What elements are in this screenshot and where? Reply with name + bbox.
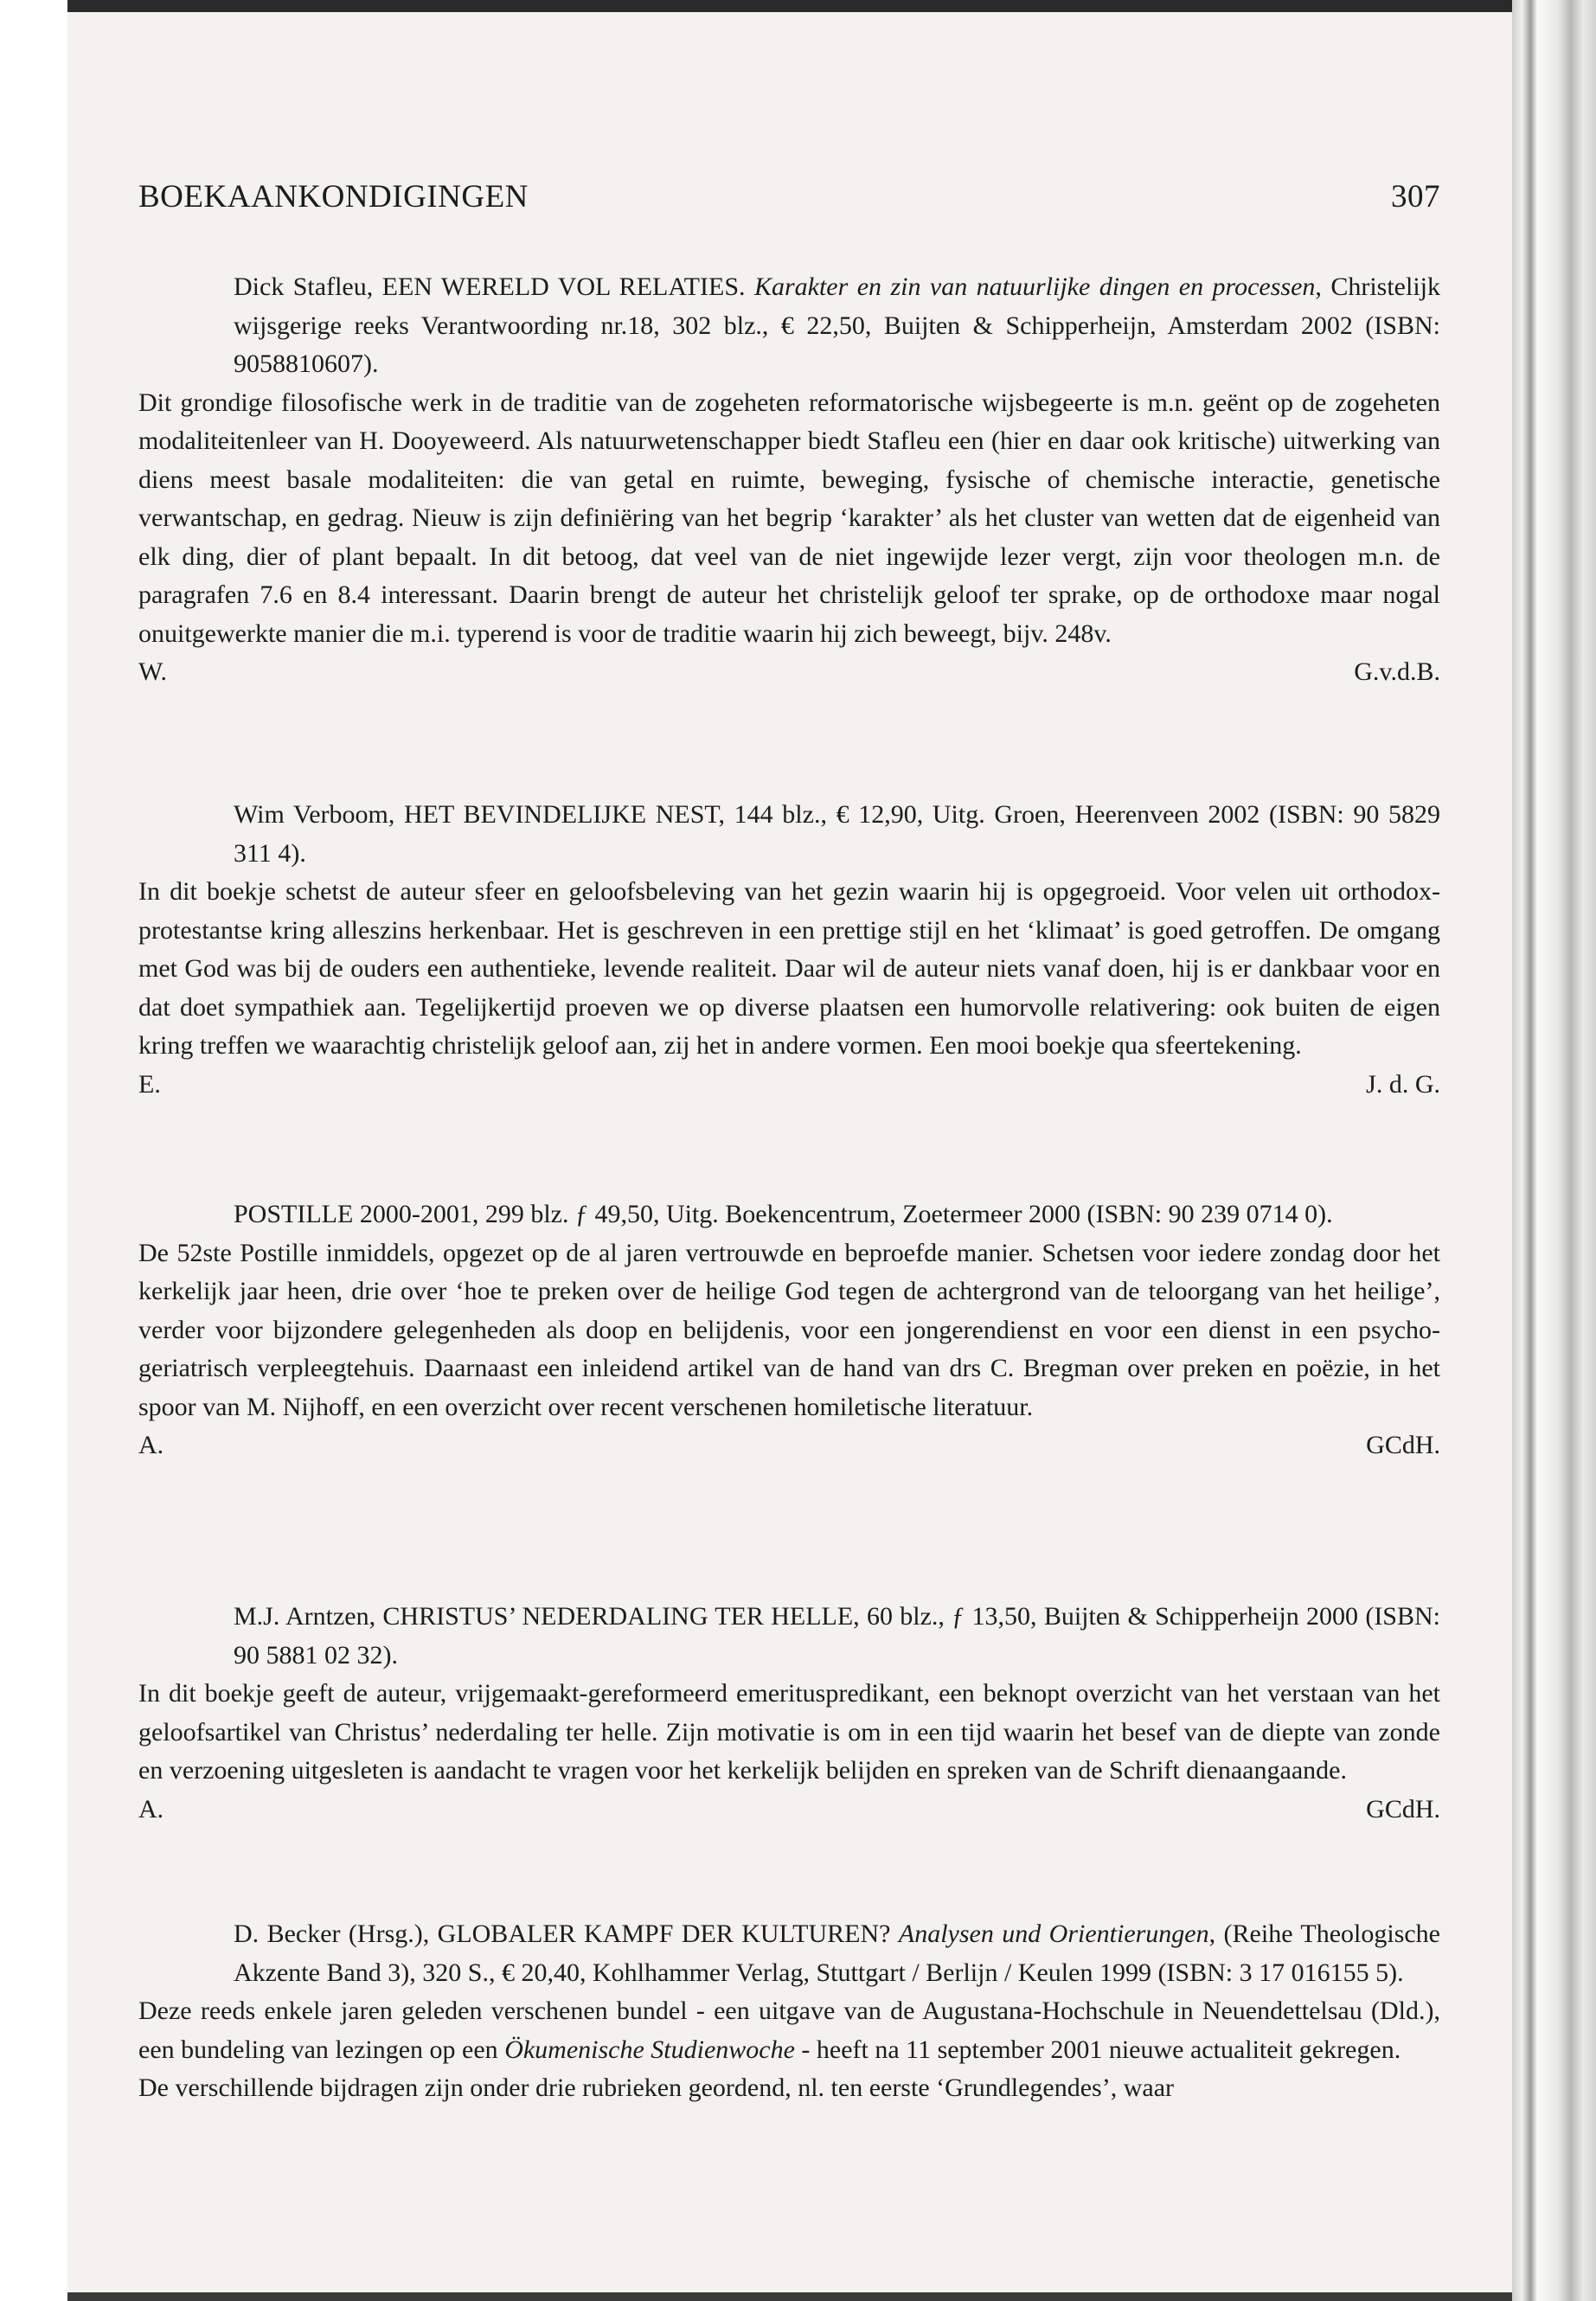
review-signature <box>138 1791 1440 1830</box>
book-citation: M.J. Arntzen, CHRISTUS’ NEDERDALING TER HELLE, 60 blz., ƒ 13,50, Buijten & Schipperheijn 2000 (ISBN: 90 5881 02 32). <box>234 1602 1440 1670</box>
review-text: De 52ste Postille inmiddels, opgezet op de al jaren vertrouwde en beproefde manier. Schetsen voor iedere zondag door het kerkelijk jaar heen, drie over ‘hoe te preken over de heilige God tegen de achtergrond van de teloorgang van het heilige’, verder voor bijzondere gelegenheden als doop en belijdenis, voor een jongerendienst en voor een dienst in een psycho-geriatrisch verpleegtehuis. Daarnaast een inleidend artikel van de hand van drs C. Bregman over preken en poëzie, in het spoor van M. Nijhoff, en een overzicht over recent verschenen homiletische literatuur. <box>138 1238 1440 1421</box>
series-title: Ökumenische Studienwoche <box>504 2035 795 2064</box>
review-rating: A. <box>138 1794 164 1823</box>
review-text: In dit boekje schetst de auteur sfeer en geloofsbeleving van het gezin waarin hij is opgegroeid. Voor velen uit orthodox-protestantse kring alleszins herkenbaar. Het is geschreven in een prettige stijl en het ‘klimaat’ is goed getroffen. De omgang met God was bij de ouders een authentieke, levende realiteit. Daar wil de auteur niets vanaf doen, hij is er dankbaar voor en dat doet sympathiek aan. Tegelijkertijd proeven we op diverse plaatsen een humorvolle relativering: ook buiten de eigen kring treffen we waarachtig christelijk geloof aan, zij het in andere vormen. Een mooi boekje qua sfeertekening. <box>138 877 1440 1060</box>
book-announcement <box>138 1598 1440 1829</box>
reviewer-initials: GCdH. <box>1366 1794 1440 1823</box>
running-header <box>138 168 1440 220</box>
book-spine-edge <box>1512 0 1596 2301</box>
review-text-continued: De verschillende bijdragen zijn onder drie rubrieken geordend, nl. ten eerste ‘Grundlegendes’, waar <box>138 2073 1175 2102</box>
review-text: Dit grondige filosofische werk in de traditie van de zogeheten reformatorische wijsbegeerte is m.n. geënt op de zogeheten modaliteitenleer van H. Dooyeweerd. Als natuurwetenschapper biedt Stafleu een (hier en daar ook kritische) uitwerking van diens meest basale modaliteiten: die van getal en ruimte, beweging, fysische of chemische interactie, genetische verwantschap, en gedrag. Nieuw is zijn definiëring van het begrip ‘karakter’ als het cluster van wetten dat de eigenheid van elk ding, dier of plant bepaalt. In dit betoog, dat veel van de niet ingewijde lezer vergt, zijn voor theologen m.n. de paragrafen 7.6 en 8.4 interessant. Daarin brengt de auteur het christelijk geloof ter sprake, op de orthodoxe maar nogal onuitgewerkte manier die m.i. typerend is voor de traditie waarin hij zich beweegt, bijv. 248v. <box>138 388 1440 648</box>
review-signature <box>138 1426 1440 1465</box>
scan-top-edge <box>0 0 1596 12</box>
reviewer-initials: GCdH. <box>1366 1431 1440 1459</box>
book-announcement <box>138 796 1440 1104</box>
review-text: Deze reeds enkele jaren geleden verschenen bundel - een uitgave van de Augustana-Hochschule in Neuendettelsau (Dld.), een bundeling van lezingen op een Ökumenische Studienwoche - heeft na 11 september 2001 nieuwe actualiteit gekregen. <box>138 1997 1440 2064</box>
reviewer-initials: J. d. G. <box>1366 1069 1440 1099</box>
running-title: BOEKAANKONDIGINGEN <box>138 179 529 215</box>
review-rating: W. <box>138 657 168 686</box>
reviewer-initials: G.v.d.B. <box>1354 657 1440 686</box>
review-rating: A. <box>138 1431 164 1459</box>
review-signature <box>138 653 1440 692</box>
review-signature <box>138 1066 1440 1105</box>
book-citation: Dick Stafleu, EEN WERELD VOL RELATIES. Karakter en zin van natuurlijke dingen en processen, Christelijk wijsgerige reeks Verantwoording nr.18, 302 blz., € 22,50, Buijten & Schipperheijn, Amsterdam 2002 (ISBN: 9058810607). <box>234 272 1441 378</box>
book-announcement <box>138 268 1440 692</box>
book-citation: D. Becker (Hrsg.), GLOBALER KAMPF DER KULTUREN? Analysen und Orientierungen, (Reihe Theologische Akzente Band 3), 320 S., € 20,40, Kohlhammer Verlag, Stuttgart / Berlijn / Keulen 1999 (ISBN: 3 17 016155 5). <box>234 1920 1441 1987</box>
book-citation: Wim Verboom, HET BEVINDELIJKE NEST, 144 blz., € 12,90, Uitg. Groen, Heerenveen 2002 (ISBN: 90 5829 311 4). <box>234 800 1440 868</box>
book-citation: POSTILLE 2000-2001, 299 blz. ƒ 49,50, Uitg. Boekencentrum, Zoetermeer 2000 (ISBN: 90 239 0714 0). <box>234 1200 1333 1228</box>
book-page <box>67 12 1512 2301</box>
review-text: In dit boekje geeft de auteur, vrijgemaakt-gereformeerd emerituspredikant, een beknopt overzicht van het verstaan van het geloofsartikel van Christus’ nederdaling ter helle. Zijn motivatie is om in een tijd waarin het besef van de diepte van zonde en verzoening uitgesleten is aandacht te vragen voor het kerkelijk belijden en spreken van de Schrift dienaangaande. <box>138 1679 1440 1785</box>
scan-left-margin <box>0 0 67 2301</box>
page-number: 307 <box>1391 179 1440 215</box>
citation-subtitle: Analysen und Orientierungen <box>898 1920 1209 1948</box>
book-announcement <box>138 1915 1440 2108</box>
review-rating: E. <box>138 1069 161 1099</box>
citation-subtitle: Karakter en zin van natuurlijke dingen en processen <box>753 272 1316 301</box>
book-announcement <box>138 1195 1440 1465</box>
scan-bottom-edge <box>67 2292 1512 2301</box>
